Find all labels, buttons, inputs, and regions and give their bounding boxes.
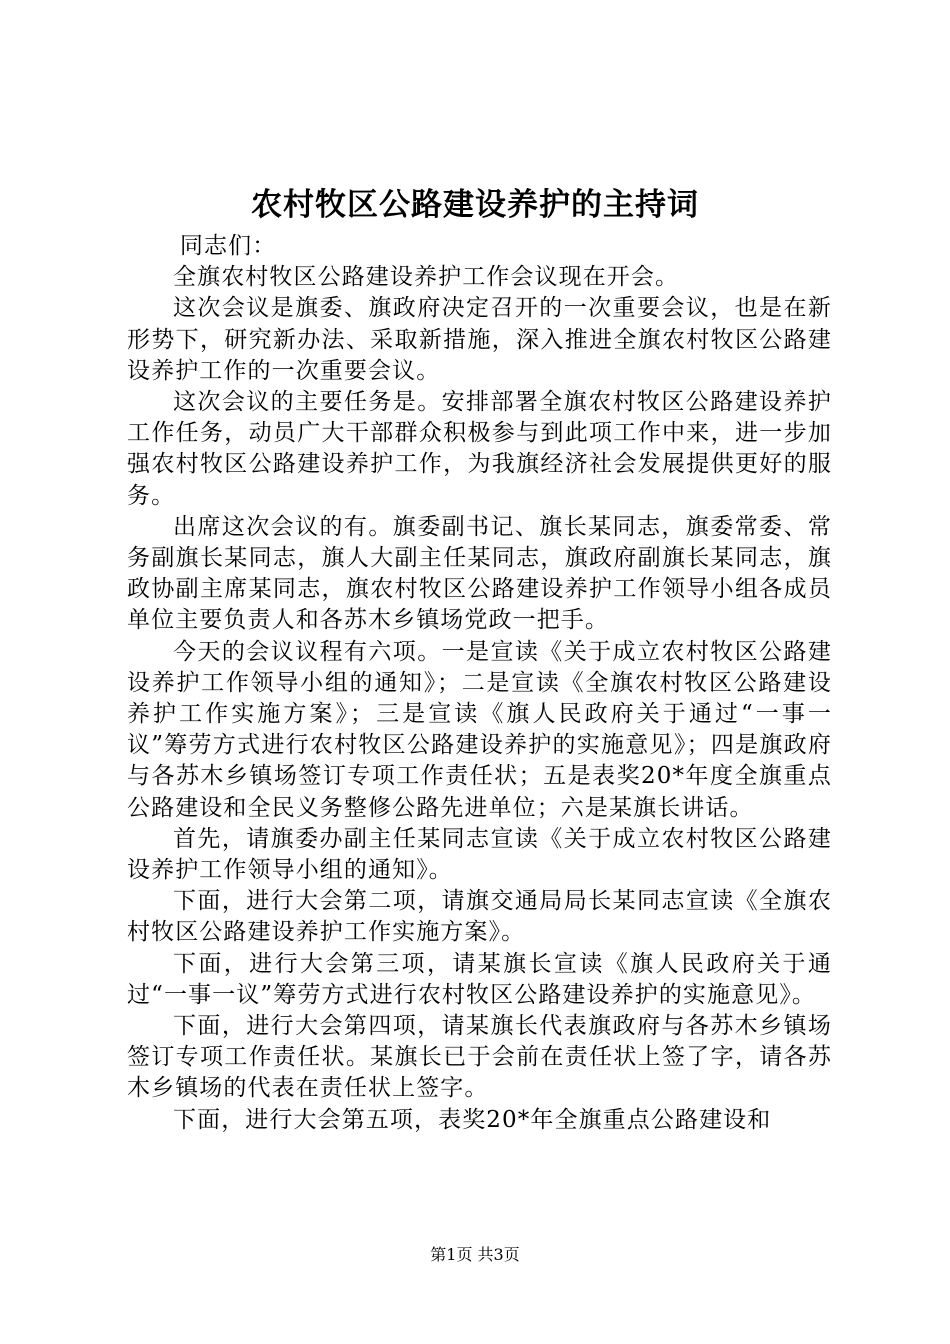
paragraph-main-tasks: 这次会议的主要任务是。安排部署全旗农村牧区公路建设养护工作任务，动员广大干部群众积极参与到此项工作中来，进一步加强农村牧区公路建设养护工作，为我旗经济社会发展提供更好的服务。 bbox=[127, 389, 832, 509]
document-body bbox=[127, 231, 832, 1136]
paragraph-opening: 全旗农村牧区公路建设养护工作会议现在开会。 bbox=[173, 264, 680, 291]
paragraph-item-one: 首先，请旗委办副主任某同志宣读《关于成立农村牧区公路建设养护工作领导小组的通知》。 bbox=[127, 825, 832, 884]
paragraph-agenda: 今天的会议议程有六项。一是宣读《关于成立农村牧区公路建设养护工作领导小组的通知》；二是宣读《全旗农村牧区公路建设养护工作实施方案》；三是宣读《旗人民政府关于通过“一事一议”筹劳方式进行农村牧区公路建设养护的实施意见》；四是旗政府与各苏木乡镇场签订专项工作责任状；五是表奖20*年度全旗重点公路建设和全民义务整修公路先进单位；六是某旗长讲话。 bbox=[127, 638, 832, 821]
paragraph-greeting: 同志们： bbox=[179, 233, 277, 259]
paragraph-item-two: 下面，进行大会第二项，请旗交通局局长某同志宣读《全旗农村牧区公路建设养护工作实施方案》。 bbox=[127, 888, 832, 946]
paragraph-item-three: 下面，进行大会第三项，请某旗长宣读《旗人民政府关于通过“一事一议”筹劳方式进行农村牧区公路建设养护的实施意见》。 bbox=[127, 950, 832, 1008]
paragraph-item-five: 下面，进行大会第五项，表奖20*年全旗重点公路建设和 bbox=[173, 1106, 772, 1133]
document-title: 农村牧区公路建设养护的主持词 bbox=[251, 187, 699, 223]
paragraph-meeting-significance: 这次会议是旗委、旗政府决定召开的一次重要会议，也是在新形势下，研究新办法、采取新措施，深入推进全旗农村牧区公路建设养护工作的一次重要会议。 bbox=[127, 295, 832, 384]
page-number-footer: 第1页 共3页 bbox=[430, 1245, 520, 1264]
paragraph-item-four: 下面，进行大会第四项，请某旗长代表旗政府与各苏木乡镇场签订专项工作责任状。某旗长已于会前在责任状上签了字，请各苏木乡镇场的代表在责任状上签字。 bbox=[127, 1013, 832, 1102]
paragraph-attendees: 出席这次会议的有。旗委副书记、旗长某同志，旗委常委、常务副旗长某同志，旗人大副主任某同志，旗政府副旗长某同志，旗政协副主席某同志，旗农村牧区公路建设养护工作领导小组各成员单位主要负责人和各苏木乡镇场党政一把手。 bbox=[127, 513, 832, 634]
